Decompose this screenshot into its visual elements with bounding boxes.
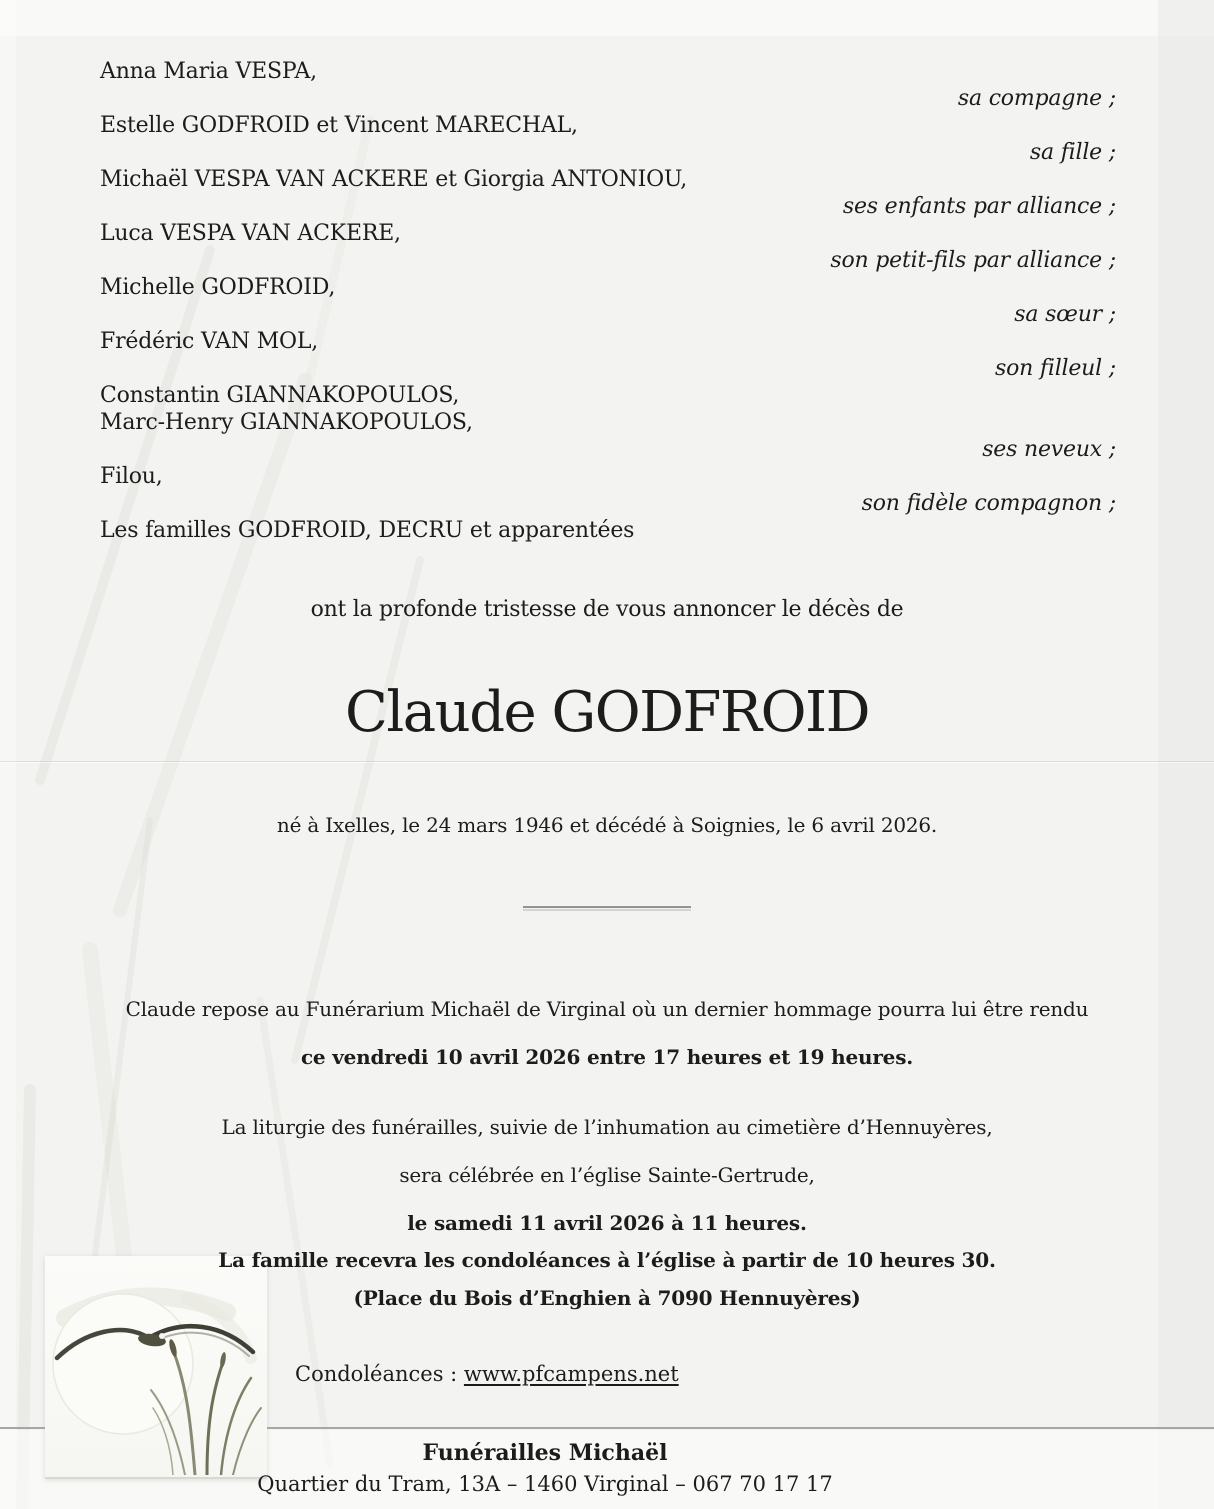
church-address-line: (Place du Bois d’Enghien à 7090 Hennuyères) [353,1286,861,1310]
family-line: Les familles GODFROID, DECRU et apparentées [100,518,635,543]
ceremony-line: sera célébrée en l’église Sainte-Gertrude, [399,1163,815,1187]
condolences-link[interactable]: www.pfcampens.net [463,1362,679,1386]
relation-line: sa fille ; [1029,140,1116,165]
ceremony-info [0,1103,1214,1247]
family-line: Constantin GIANNAKOPOULOS, [100,383,460,408]
funeral-home-address: Quartier du Tram, 13A – 1460 Virginal – 067 70 17 17 [257,1472,833,1496]
visitation-info [0,985,1214,1081]
relation-line: sa compagne ; [957,86,1116,111]
funeral-home-name: Funérailles Michaël [422,1440,668,1466]
visitation-datetime: ce vendredi 10 avril 2026 entre 17 heures et 19 heures. [300,1045,914,1069]
section-divider: ______________ [523,880,691,908]
relation-line: ses neveux ; [982,437,1116,462]
relation-line: ses enfants par alliance ; [842,194,1116,219]
funeral-home-footer [0,1438,1152,1500]
visitation-line: Claude repose au Funérarium Michaël de Virginal où un dernier hommage pourra lui être rendu [125,997,1089,1021]
deceased-name: Claude GODFROID [345,680,869,745]
ceremony-line: La liturgie des funérailles, suivie de l’inhumation au cimetière d’Hennuyères, [221,1115,993,1139]
relation-line: sa sœur ; [1014,302,1116,327]
family-line: Anna Maria VESPA, [100,59,317,84]
family-line: Michaël VESPA VAN ACKERE et Giorgia ANTONIOU, [100,167,688,192]
family-line: Estelle GODFROID et Vincent MARECHAL, [100,113,578,138]
church-condolences-info [0,1241,1214,1317]
family-line: Michelle GODFROID, [100,275,336,300]
relation-line: son filleul ; [995,356,1116,381]
online-condolences [295,1362,679,1386]
church-condolences-line: La famille recevra les condoléances à l’église à partir de 10 heures 30. [218,1248,996,1272]
family-list [100,58,1116,544]
life-dates: né à Ixelles, le 24 mars 1946 et décédé à Soignies, le 6 avril 2026. [276,813,938,837]
relation-line: son fidèle compagnon ; [861,491,1116,516]
ceremony-datetime: le samedi 11 avril 2026 à 11 heures. [407,1211,807,1235]
relation-line: son petit-fils par alliance ; [830,248,1116,273]
family-line: Filou, [100,464,163,489]
family-line: Luca VESPA VAN ACKERE, [100,221,401,246]
family-line: Marc-Henry GIANNAKOPOULOS, [100,410,473,435]
family-line: Frédéric VAN MOL, [100,329,319,354]
announcement-intro: ont la profonde tristesse de vous annoncer le décès de [310,597,904,622]
condolences-label: Condoléances : [295,1362,464,1386]
scan-crease-highlight [0,762,1214,763]
